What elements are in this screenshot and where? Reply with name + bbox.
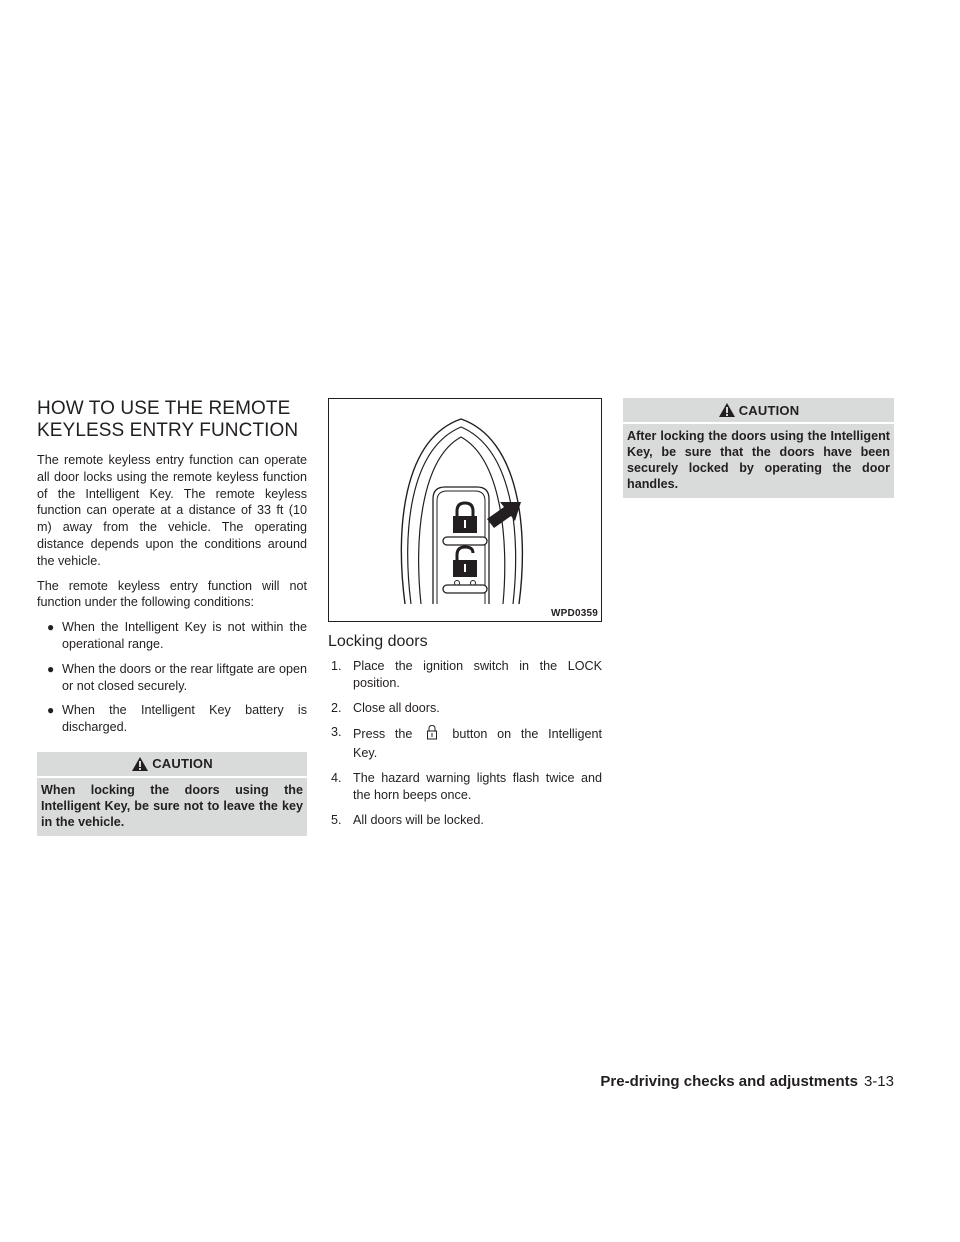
step-text: Close all doors.	[353, 700, 440, 715]
step-text: button on the Intelligent Key.	[353, 727, 603, 761]
caution-header	[37, 752, 307, 778]
caution-title: CAUTION	[152, 756, 213, 772]
step-number: 1.	[331, 659, 342, 673]
steps-list	[328, 658, 602, 828]
warning-triangle-icon	[131, 756, 149, 772]
heading-line-1: HOW TO USE THE REMOTE	[37, 398, 291, 419]
conditions-paragraph: The remote keyless entry function will not function under the following conditions:	[37, 578, 307, 610]
page-number: 3-13	[863, 1073, 894, 1090]
section-heading	[37, 398, 307, 442]
list-item	[328, 770, 602, 804]
intelligent-key-figure	[328, 398, 602, 622]
caution-title: CAUTION	[738, 402, 800, 418]
bullet-icon: ●	[47, 661, 55, 676]
caution-text: When locking the doors using the Intelligent Key, be sure not to leave the key in the vehicle.	[41, 782, 303, 829]
warning-triangle-icon	[718, 402, 736, 418]
bullet-icon: ●	[47, 620, 55, 635]
right-column	[623, 398, 894, 498]
list-item-text: When the Intelligent Key battery is discharged.	[62, 703, 307, 735]
list-item-text: When the Intelligent Key is not within the operational range.	[62, 620, 307, 651]
list-item	[328, 724, 602, 762]
pointer-arrow	[487, 502, 521, 528]
list-item	[37, 619, 307, 653]
bullet-icon: ●	[47, 703, 55, 718]
step-number: 2.	[331, 700, 342, 715]
lock-button-icon	[453, 503, 477, 533]
step-text: All doors will be locked.	[353, 812, 484, 827]
caution-box	[623, 398, 894, 498]
list-item	[328, 700, 602, 717]
list-item	[37, 661, 307, 695]
middle-column	[328, 398, 602, 836]
lock-icon	[412, 724, 452, 745]
list-item	[328, 658, 602, 692]
intro-paragraph: The remote keyless entry function can operate all door locks using the remote keyless function of the Intelligent Key. The remote keyless function can operate at a distance of 33 ft (10 m) away from the vehicle. The operating distance depends upon the conditions around the vehicle.	[37, 453, 307, 568]
figure-code: WPD0359	[551, 608, 598, 619]
step-number: 4.	[331, 770, 342, 785]
caution-text: After locking the doors using the Intelligent Key, be sure that the doors have been securely locked by operating the door handles.	[627, 429, 890, 491]
page-footer	[600, 1073, 894, 1090]
locking-doors-subheading: Locking doors	[328, 633, 428, 650]
list-item	[37, 702, 307, 736]
footer-section-title: Pre-driving checks and adjustments	[600, 1073, 858, 1090]
step-number: 3.	[331, 725, 342, 740]
intelligent-key-illustration	[329, 399, 601, 621]
caution-box	[37, 752, 307, 836]
heading-line-2: KEYLESS ENTRY FUNCTION	[37, 420, 299, 441]
step-number: 5.	[331, 812, 342, 827]
step-text: The hazard warning lights flash twice and the horn beeps once.	[353, 770, 602, 802]
left-column	[37, 398, 307, 836]
list-item	[328, 812, 602, 829]
unlock-button-icon	[453, 547, 477, 586]
conditions-list	[37, 619, 307, 736]
step-text: Press the	[353, 727, 413, 742]
list-item-text: When the doors or the rear liftgate are open or not closed securely.	[62, 661, 307, 693]
caution-header	[623, 398, 894, 424]
step-text: Place the ignition switch in the LOCK position.	[353, 659, 602, 690]
